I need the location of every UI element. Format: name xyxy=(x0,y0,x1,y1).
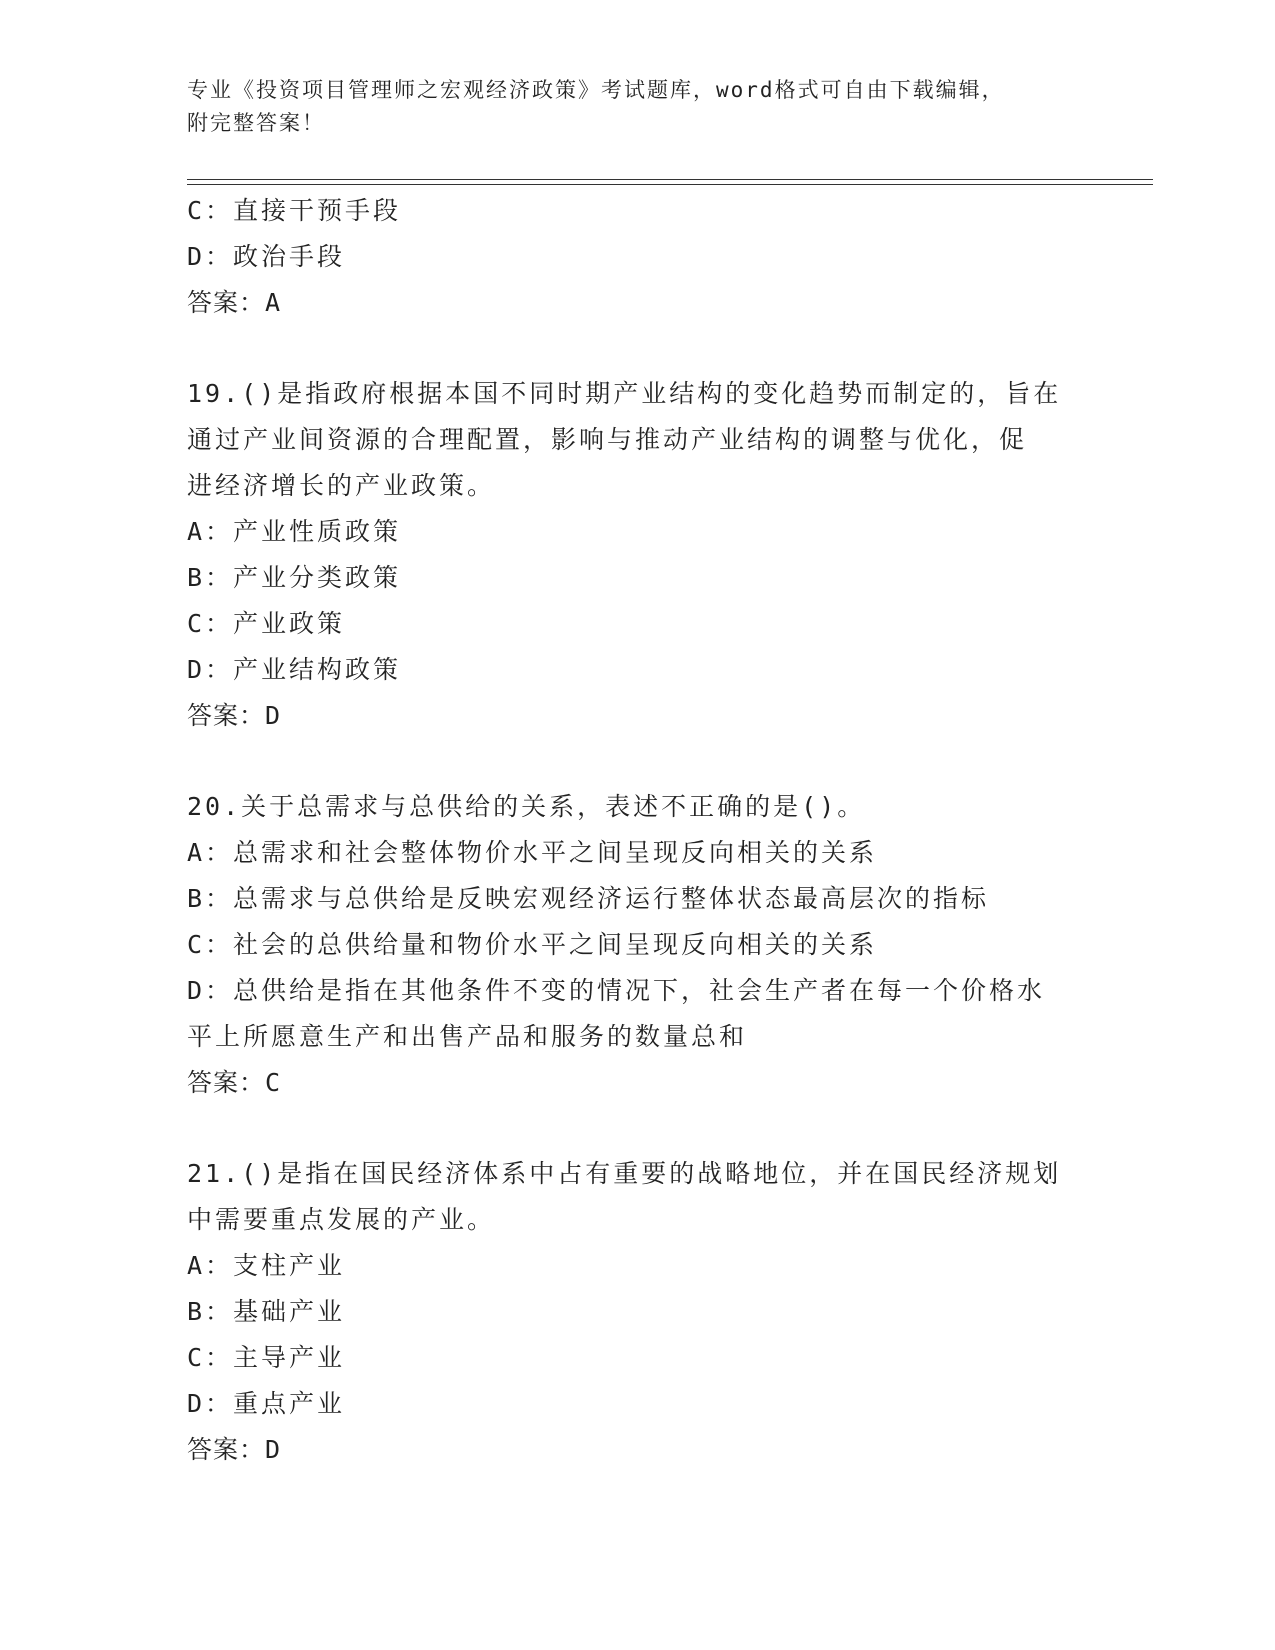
question-19 xyxy=(187,371,1087,739)
option-line: C：直接干预手段 xyxy=(187,196,402,225)
answer-line: 答案：A xyxy=(187,288,282,317)
option-line: B：总需求与总供给是反映宏观经济运行整体状态最高层次的指标 xyxy=(187,884,990,913)
option-line: D：总供给是指在其他条件不变的情况下，社会生产者在每一个价格水 xyxy=(187,976,1046,1005)
option-line: D：重点产业 xyxy=(187,1389,346,1418)
option-line: 平上所愿意生产和出售产品和服务的数量总和 xyxy=(187,1022,748,1051)
question-content xyxy=(187,188,1087,1473)
document-header xyxy=(187,74,1087,140)
answer-line: 答案：C xyxy=(187,1068,282,1097)
answer-line: 答案：D xyxy=(187,701,282,730)
question-21 xyxy=(187,1151,1087,1473)
option-line: A：产业性质政策 xyxy=(187,517,402,546)
question-20 xyxy=(187,784,1087,1106)
option-line: A：支柱产业 xyxy=(187,1251,346,1280)
option-line: D：产业结构政策 xyxy=(187,655,402,684)
question-stem-line: 中需要重点发展的产业。 xyxy=(187,1205,496,1234)
header-line-1: 专业《投资项目管理师之宏观经济政策》考试题库，word格式可自由下载编辑， xyxy=(187,78,1005,102)
answer-line: 答案：D xyxy=(187,1435,282,1464)
option-line: D：政治手段 xyxy=(187,242,346,271)
question-stem-line: 19.()是指政府根据本国不同时期产业结构的变化趋势而制定的，旨在 xyxy=(187,379,1062,408)
header-divider-top xyxy=(187,179,1153,180)
question-stem-line: 通过产业间资源的合理配置，影响与推动产业结构的调整与优化，促 xyxy=(187,425,1028,454)
header-line-2: 附完整答案！ xyxy=(187,111,325,135)
option-line: B：产业分类政策 xyxy=(187,563,402,592)
option-line: C：产业政策 xyxy=(187,609,346,638)
option-line: B：基础产业 xyxy=(187,1297,346,1326)
option-line: C：社会的总供给量和物价水平之间呈现反向相关的关系 xyxy=(187,930,878,959)
question-stem-line: 进经济增长的产业政策。 xyxy=(187,471,496,500)
option-line: C：主导产业 xyxy=(187,1343,346,1372)
question-stem-line: 20.关于总需求与总供给的关系，表述不正确的是()。 xyxy=(187,792,866,821)
header-divider-bottom xyxy=(187,184,1153,185)
question-stem-line: 21.()是指在国民经济体系中占有重要的战略地位，并在国民经济规划 xyxy=(187,1159,1062,1188)
option-line: A：总需求和社会整体物价水平之间呈现反向相关的关系 xyxy=(187,838,878,867)
